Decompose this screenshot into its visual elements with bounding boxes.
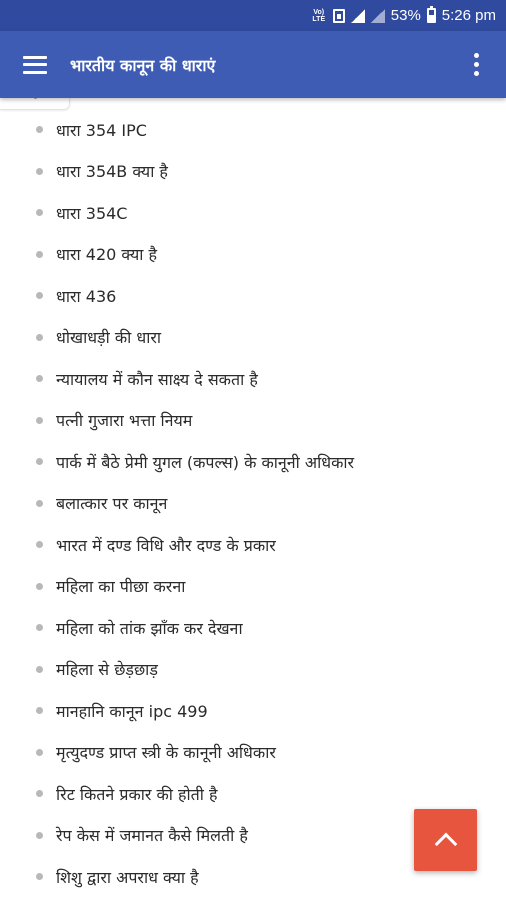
menu-button[interactable] — [0, 31, 70, 98]
list-item-label: मानहानि कानून ipc 499 — [56, 701, 208, 721]
list-item[interactable] — [0, 151, 506, 193]
more-options-button[interactable] — [446, 31, 506, 98]
bullet-icon — [36, 707, 43, 714]
list-item[interactable] — [0, 607, 506, 649]
sim-icon — [333, 9, 345, 23]
bullet-icon — [36, 541, 43, 548]
list-item-label: रेप केस में जमानत कैसे मिलती है — [56, 826, 248, 846]
bullet-icon — [36, 458, 43, 465]
more-vertical-icon — [474, 53, 479, 58]
list-item[interactable] — [0, 358, 506, 400]
list-item-label: धारा 354 IPC — [56, 120, 147, 140]
list-item[interactable] — [0, 732, 506, 774]
list-item-label: महिला को तांक झाँक कर देखना — [56, 618, 243, 638]
list-item-label: शिशु द्वारा अपराध क्या है — [56, 867, 199, 887]
hamburger-menu-icon — [23, 56, 47, 74]
section-list — [0, 109, 506, 898]
bullet-icon — [36, 209, 43, 216]
list-item-label: पार्क में बैठे प्रेमी युगल (कपल्स) के कानूनी अधिकार — [56, 452, 355, 472]
scroll-to-top-button[interactable] — [414, 809, 477, 871]
list-item-label: बलात्कार पर कानून — [56, 494, 168, 514]
bullet-icon — [36, 832, 43, 839]
list-item-label: धारा 354B क्या है — [56, 162, 168, 182]
app-bar — [0, 31, 506, 98]
list-item-label: धोखाधड़ी की धारा — [56, 328, 162, 348]
list-item-label: धारा 354C — [56, 203, 128, 223]
scroll-content[interactable] — [0, 98, 506, 900]
bullet-icon — [36, 251, 43, 258]
bullet-icon — [36, 749, 43, 756]
list-item-label: न्यायालय में कौन साक्ष्य दे सकता है — [56, 369, 258, 389]
list-item[interactable] — [0, 400, 506, 442]
app-title: भारतीय कानून की धाराएं — [70, 55, 216, 75]
signal-icon — [371, 9, 385, 23]
battery-percent: 53% — [390, 7, 421, 24]
bullet-icon — [36, 168, 43, 175]
list-item[interactable] — [0, 441, 506, 483]
list-item[interactable] — [0, 192, 506, 234]
list-item-label: महिला का पीछा करना — [56, 577, 186, 597]
bullet-icon — [36, 417, 43, 424]
status-bar — [0, 0, 506, 31]
bullet-icon — [36, 624, 43, 631]
signal-icon — [351, 9, 365, 23]
bullet-icon — [36, 873, 43, 880]
list-item[interactable] — [0, 483, 506, 525]
list-item-label: धारा 436 — [56, 286, 117, 306]
bullet-icon — [36, 292, 43, 299]
list-item[interactable] — [0, 524, 506, 566]
list-item[interactable] — [0, 649, 506, 691]
bullet-icon — [36, 126, 43, 133]
list-item-label: मृत्युदण्ड प्राप्त स्त्री के कानूनी अधिकार — [56, 743, 276, 763]
bullet-icon — [36, 583, 43, 590]
clock: 5:26 pm — [441, 7, 496, 24]
list-item[interactable] — [0, 109, 506, 151]
list-item[interactable] — [0, 317, 506, 359]
list-item-label: पत्नी गुजारा भत्ता नियम — [56, 411, 193, 431]
list-item-label: रिट कितने प्रकार की होती है — [56, 784, 218, 804]
chevron-up-icon — [434, 833, 457, 856]
list-item-label: भारत में दण्ड विधि और दण्ड के प्रकार — [56, 535, 276, 555]
list-item-label: धारा 420 क्या है — [56, 245, 157, 265]
bullet-icon — [36, 375, 43, 382]
bullet-icon — [36, 500, 43, 507]
list-item[interactable] — [0, 275, 506, 317]
bullet-icon — [36, 790, 43, 797]
list-item[interactable] — [0, 566, 506, 608]
volte-icon: Vo) LTE — [312, 8, 326, 23]
list-item-label: महिला से छेड़छाड़ — [56, 660, 158, 680]
list-item[interactable] — [0, 234, 506, 276]
bullet-icon — [36, 666, 43, 673]
battery-icon — [427, 8, 436, 23]
list-item[interactable] — [0, 690, 506, 732]
bullet-icon — [36, 334, 43, 341]
